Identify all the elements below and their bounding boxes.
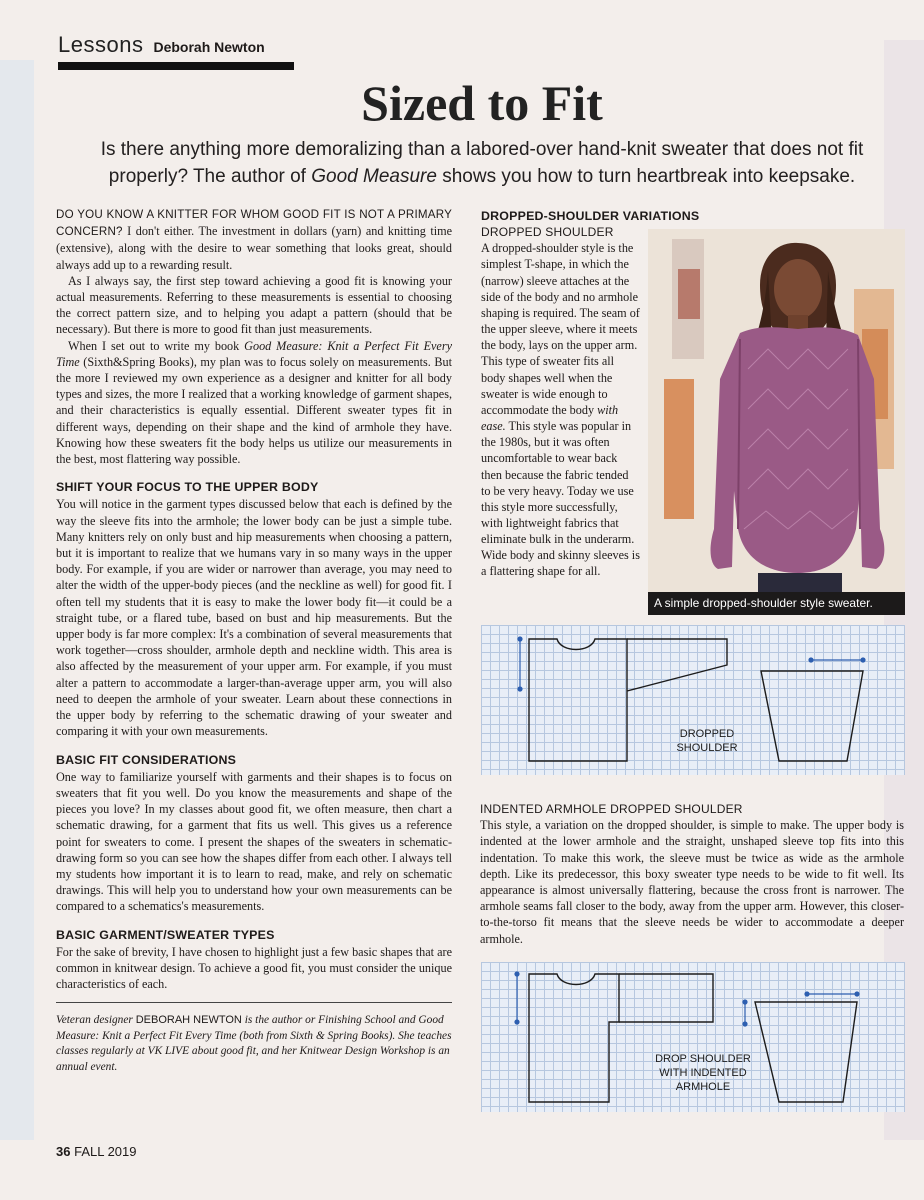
article-title: Sized to Fit	[361, 75, 603, 131]
subheading-indented-armhole: INDENTED ARMHOLE DROPPED SHOULDER	[480, 802, 743, 816]
paragraph-text: A dropped-shoulder style is the simplest T-shape, in which the (narrow) sleeve attaches at the side of the body and no armhole shaping is required. The seam of the upper sleeve, where it meets the body, lays on the upper arm. This type of sweater fits all body shapes well when the sweater is wide enough to accommodate the body	[481, 241, 640, 417]
paragraph-text: This style was popular in the 1980s, but it was often uncomfortable to wear back then because the fabric tended to be very heavy. Today we use this style more successfully, with lightweight fabrics that eliminate bulk in the underarm. Wide body and skinny sleeves is a flattering shape for all.	[481, 419, 640, 579]
facing-page-bleed-left	[0, 60, 34, 1140]
left-column	[56, 206, 452, 1075]
bio-text: Veteran designer	[56, 1014, 136, 1027]
section-heading-sweater-types: BASIC GARMENT/SWEATER TYPES	[56, 927, 275, 942]
bio-text: is the author or Finishing School and Good Measure: Knit a Perfect Fit Every Time (both from Sixth & Spring Books). She teaches classes regularly at VK LIVE about good fit, and her Knitwear Design Workshop is an annual event.	[56, 1014, 452, 1073]
deck-text-end: shows you how to turn heartbreak into keepsake.	[436, 166, 856, 187]
paragraph: This style, a variation on the dropped shoulder, is simple to make. The upper body is indented at the lower armhole and the straight, unshaped sleeve top fits into this indentation. To make this work, the sleeve must be twice as wide as the armhole depth. Like its predecessor, this boxy sweater type needs to be wide to fit well. Its appearance is almost universally flattering, because the cross front is narrower. The armhole seams fall closer to the body, away from the upper arm. However, this closer-to-the-torso fit means that the sleeve needs be wider to accommodate a deeper armhole.	[480, 818, 904, 946]
paragraph: For the sake of brevity, I have chosen to highlight just a few basic shapes that are common in knitwear design. To achieve a good fit, you must consider the unique characteristics of each.	[56, 944, 452, 992]
schematic-label-line: WITH INDENTED	[659, 1067, 747, 1079]
schematic-label-line: DROP SHOULDER	[655, 1053, 751, 1065]
section-heading-upper-body: SHIFT YOUR FOCUS TO THE UPPER BODY	[56, 480, 319, 495]
intro-paragraph	[56, 206, 452, 273]
section-heading-basic-fit: BASIC FIT CONSIDERATIONS	[56, 752, 237, 767]
intro-lead-in: DO YOU KNOW A KNITTER FOR WHOM GOOD FIT IS NOT A PRIMARY CONCERN?	[56, 208, 452, 239]
schematic-label-line: SHOULDER	[676, 742, 738, 754]
photo-caption: A simple dropped-shoulder style sweater.	[648, 592, 905, 615]
right-column-bottom	[480, 801, 904, 947]
paragraph: One way to familiarize yourself with garments and their shapes is to focus on sweaters that fit you well. Do you know the measurements and shape of the pieces you love? In my classes about good fit, we often measure, then chart a schematic drawing, for a garment that fits us well. This gives us a reference point for sweaters to come. I present the shapes of the sweaters in schematic-drawing form so you can see how the shapes differ from each other. I always tell my students how important it is to learn to read, make, and rely on schematic drawings. This will help you to understand how your own measurements can be compared to a schematics's measurements.	[56, 769, 452, 914]
schematic-label-line: ARMHOLE	[675, 1081, 731, 1093]
author-bio	[56, 1013, 452, 1075]
subheading-dropped-shoulder: DROPPED SHOULDER	[481, 225, 614, 240]
deck-text: Is there anything more demoralizing than a labored-over hand-knit sweater that does not fit properly? The author of	[100, 139, 864, 187]
header-author: Deborah Newton	[153, 39, 265, 55]
paragraph	[56, 338, 452, 468]
page-footer	[56, 1144, 137, 1159]
right-column-top	[481, 208, 700, 580]
bio-divider	[56, 1002, 452, 1003]
book-title: Good Measure: Knit a Perfect Fit Every Time	[56, 338, 452, 369]
issue-label: FALL 2019	[74, 1144, 137, 1159]
schematic-dropped-shoulder-drawing	[481, 625, 905, 775]
article-deck	[72, 136, 892, 190]
section-label: Lessons	[58, 32, 144, 57]
paragraph	[481, 240, 641, 579]
paragraph: As I always say, the first step toward achieving a good fit is knowing your actual measurements. Referring to these measurements is essential to choosing the correct pattern size, and to helping you adapt a pattern (should that be necessary). But there is more to good fit than just measurements.	[56, 273, 452, 337]
paragraph-text: When I set out to write my book	[68, 338, 245, 353]
schematic-label-line: DROPPED	[679, 728, 735, 740]
sweater-photo-illustration	[648, 229, 905, 615]
deck-book-title: Good Measure	[311, 166, 437, 187]
schematic-indented-armhole	[481, 962, 905, 1112]
emphasis-text: with ease.	[481, 402, 619, 434]
sweater-photo	[648, 229, 905, 615]
intro-text: I don't either. The investment in dollars (yarn) and knitting time (extensive), along with the desire to wear something that looks great, should always add up to a rewarding result.	[56, 224, 452, 272]
header-rule	[58, 62, 294, 70]
schematic-dropped-shoulder	[481, 625, 905, 775]
section-heading-dropped-variations: DROPPED-SHOULDER VARIATIONS	[481, 209, 700, 223]
bio-author-name: DEBORAH NEWTON	[135, 1014, 242, 1027]
section-header	[58, 32, 298, 70]
paragraph-text: (Sixth&Spring Books), my plan was to focus solely on measurements. But the more I reviewed my own experience as a designer and knitter for all body types and sizes, the more I realized that a working knowledge of garment shapes, and their characteristics is equally essential. Different sweater types fit in different ways, depending on their shape and the kind of armhole they have. Knowing how these sweaters fit the body helps us utilize our measurements in the best, most flattering way possible.	[56, 354, 452, 467]
schematic-indented-armhole-drawing	[481, 962, 905, 1112]
page-number: 36	[56, 1144, 71, 1159]
paragraph: You will notice in the garment types discussed below that each is defined by the way the sleeve fits into the armhole; the lower body can be just a simple tube. Many knitters rely on only bust and hip measurements when choosing a pattern, but it is important to realize that we humans vary in so many ways in the upper body. For example, if you are wider or narrower than average, you may need to alter the width of the upper-body pieces (and the neckline as well) for good fit. I often tell my students that it is easy to make the lower body fit—it could be a straight tube, or a flared tube, based on bust and hip measurements. But the upper body is far more complex: It's a combination of several measurements that work together—cross shoulder, armhole depth and neckline width. This area is also affected by the measurement of your upper arm. For example, if you must alter a pattern to accommodate a larger-than-average upper arm, you will also need to deepen the armhole of your sweater. Learn about these connections in the upper body by referring to the schematic drawing of your sweater and comparing it with your own measurements.	[56, 497, 452, 739]
